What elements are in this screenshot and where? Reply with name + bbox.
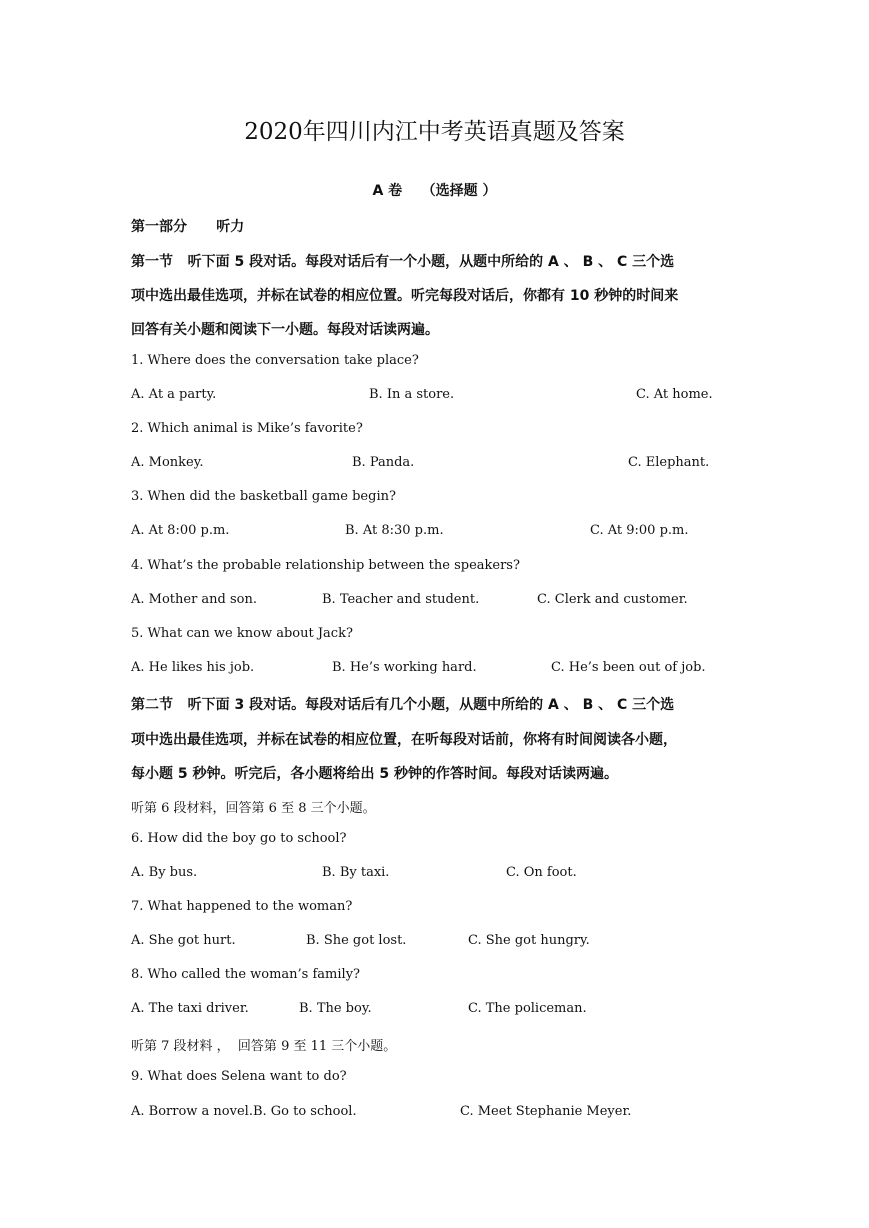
question-1-option-c: C. At home. [636,387,713,402]
section1-intro-line2: 项中选出最佳选项，并标在试卷的相应位置。听完每段对话后，你都有 10 秒钟的时间来 [131,288,679,304]
section2-intro-line3: 每小题 5 秒钟。听完后，各小题将给出 5 秒钟的作答时间。每段对话读两遍。 [131,766,618,782]
material-7-instruction: 听第 7 段材料 ， 回答第 9 至 11 三个小题。 [131,1039,397,1054]
part-heading: 第一部分 听力 [131,219,245,235]
question-2-option-a: A. Monkey. [131,455,204,470]
question-4-stem: 4. What’s the probable relationship between the speakers? [131,558,520,573]
question-2-option-c: C. Elephant. [628,455,710,470]
question-5-option-b: B. He’s working hard. [332,660,477,675]
question-7-stem: 7. What happened to the woman? [131,899,353,914]
section1-intro-line3: 回答有关小题和阅读下一小题。每段对话读两遍。 [131,322,439,338]
question-8-stem: 8. Who called the woman’s family? [131,967,361,982]
page-title: 2020年四川内江中考英语真题及答案 [244,119,625,145]
question-7-option-b: B. She got lost. [306,933,407,948]
question-4-option-a: A. Mother and son. [131,592,258,607]
question-2-stem: 2. Which animal is Mike’s favorite? [131,421,363,436]
question-4-option-c: C. Clerk and customer. [537,592,688,607]
question-2-option-b: B. Panda. [352,455,415,470]
question-5-option-a: A. He likes his job. [131,660,255,675]
question-1-option-a: A. At a party. [131,387,217,402]
question-7-option-a: A. She got hurt. [131,933,236,948]
question-3-option-b: B. At 8:30 p.m. [345,523,444,538]
question-1-option-b: B. In a store. [369,387,455,402]
question-9-stem: 9. What does Selena want to do? [131,1069,347,1084]
question-6-option-c: C. On foot. [506,865,577,880]
question-6-option-b: B. By taxi. [322,865,390,880]
question-7-option-c: C. She got hungry. [468,933,590,948]
question-1-stem: 1. Where does the conversation take place? [131,353,419,368]
section1-intro-line1: 第一节 听下面 5 段对话。每段对话后有一个小题，从题中所给的 A 、 B 、 C 三个选 [131,254,675,270]
question-3-option-c: C. At 9:00 p.m. [590,523,689,538]
question-3-option-a: A. At 8:00 p.m. [131,523,230,538]
section2-intro-line2: 项中选出最佳选项，并标在试卷的相应位置，在听每段对话前，你将有时间阅读各小题， [131,732,677,748]
paper-label: A 卷 （选择题 ） [372,183,497,199]
question-8-option-a: A. The taxi driver. [131,1001,249,1016]
question-5-option-c: C. He’s been out of job. [551,660,706,675]
question-5-stem: 5. What can we know about Jack? [131,626,353,641]
question-9-options-ab: A. Borrow a novel.B. Go to school. [131,1104,357,1119]
question-9-option-c: C. Meet Stephanie Meyer. [460,1104,632,1119]
question-6-option-a: A. By bus. [131,865,198,880]
question-3-stem: 3. When did the basketball game begin? [131,489,396,504]
section2-intro-line1: 第二节 听下面 3 段对话。每段对话后有几个小题，从题中所给的 A 、 B 、 C 三个选 [131,697,675,713]
material-6-instruction: 听第 6 段材料，回答第 6 至 8 三个小题。 [131,801,376,816]
question-8-option-b: B. The boy. [299,1001,372,1016]
question-4-option-b: B. Teacher and student. [322,592,480,607]
question-6-stem: 6. How did the boy go to school? [131,831,347,846]
question-8-option-c: C. The policeman. [468,1001,587,1016]
